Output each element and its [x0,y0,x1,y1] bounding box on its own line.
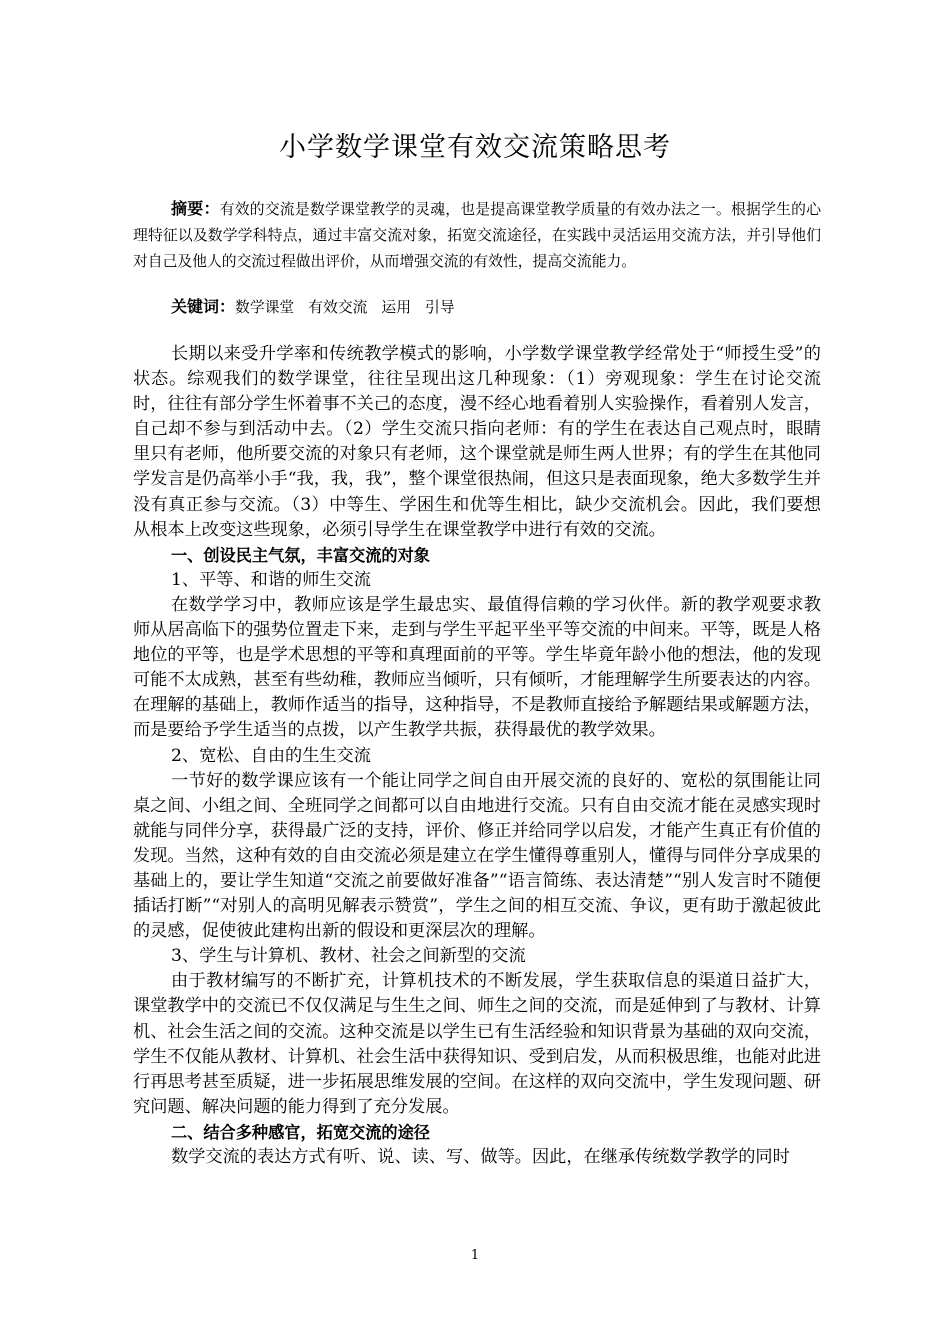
keywords-label: 关键词： [171,297,236,316]
page-number: 1 [470,1248,480,1263]
keyword: 运用 [381,299,412,316]
abstract-text: 有效的交流是数学课堂教学的灵魂，也是提高课堂教学质量的有效办法之一。根据学生的心理特征以及数学学科特点，通过丰富交流对象，拓宽交流途径，在实践中灵活运用交流方法，并引导他们对自己及他人的交流过程做出评价，从而增强交流的有效性，提高交流能力。 [133,201,821,270]
body-paragraph: 长期以来受升学率和传统教学模式的影响，小学数学课堂教学经常处于“师授生受”的状态。综观我们的数学课堂，往往呈现出这几种现象：（1）旁观现象：学生在讨论交流时，往往有部分学生怀着事不关己的态度，漫不经心地看着别人实验操作，看着别人发言，自己却不参与到活动中去。（2）学生交流只指向老师：有的学生在表达自己观点时，眼睛里只有老师，他所要交流的对象只有老师，这个课堂就是师生两人世界；有的学生在其他同学发言是仍高举小手“我，我，我”，整个课堂很热闹，但这只是表面现象，绝大多数学生并没有真正参与交流。（3）中等生、学困生和优等生相比，缺少交流机会。因此，我们要想从根本上改变这些现象，必须引导学生在课堂教学中进行有效的交流。 [133,344,821,540]
subsection-heading: 1、平等、和谐的师生交流 [171,569,371,590]
subsection-heading: 2、宽松、自由的生生交流 [171,745,371,766]
body-paragraph: 由于教材编写的不断扩充，计算机技术的不断发展，学生获取信息的渠道日益扩大，课堂教学中的交流已不仅仅满足与生生之间、师生之间的交流，而是延伸到了与教材、计算机、社会生活之间的交流。这种交流是以学生已有生活经验和知识背景为基础的双向交流，学生不仅能从教材、计算机、社会生活中获得知识、受到启发，从而积极思维，也能对此进行再思考甚至质疑，进一步拓展思维发展的空间。在这样的双向交流中，学生发现问题、研究问题、解决问题的能力得到了充分发展。 [133,971,821,1117]
keyword: 引导 [425,299,455,316]
subsection-heading: 3、学生与计算机、教材、社会之间新型的交流 [171,946,526,967]
body-paragraph: 数学交流的表达方式有听、说、读、写、做等。因此，在继承传统数学教学的同时 [171,1147,790,1167]
abstract-label: 摘要： [171,199,220,218]
keywords-line [171,294,821,321]
document-title: 小学数学课堂有效交流策略思考 [279,132,671,163]
section-heading: 二、结合多种感官，拓宽交流的途径 [171,1122,430,1142]
section-heading: 一、创设民主气氛，丰富交流的对象 [171,545,430,565]
body-paragraph: 在数学学习中，教师应该是学生最忠实、最值得信赖的学习伙伴。新的教学观要求教师从居高临下的强势位置走下来，走到与学生平起平坐平等交流的中间来。平等，既是人格地位的平等，也是学术思想的平等和真理面前的平等。学生毕竟年龄小他的想法，他的发现可能不太成熟，甚至有些幼稚，教师应当倾听，只有倾听，才能理解学生所要表达的内容。在理解的基础上，教师作适当的指导，这种指导，不是教师直接给予解题结果或解题方法，而是要给予学生适当的点拨，以产生教学共振，获得最优的教学效果。 [133,594,821,741]
body-text [133,342,821,1170]
keyword: 数学课堂 [235,299,295,316]
abstract-paragraph [133,196,821,275]
body-paragraph: 一节好的数学课应该有一个能让同学之间自由开展交流的良好的、宽松的氛围能让同桌之间、小组之间、全班同学之间都可以自由地进行交流。只有自由交流才能在灵感实现时就能与同伴分享，获得最广泛的支持，评价、修正并给同学以启发，才能产生真正有价值的发现。当然，这种有效的自由交流必须是建立在学生懂得尊重别人，懂得与同伴分享成果的基础上的，要让学生知道“交流之前要做好准备”“语言简练、表达清楚”“别人发言时不随便插话打断”“对别人的高明见解表示赞赏”，学生之间的相互交流、争议，更有助于激起彼此的灵感，促使彼此建构出新的假设和更深层次的理解。 [133,770,821,942]
keyword: 有效交流 [308,299,368,316]
